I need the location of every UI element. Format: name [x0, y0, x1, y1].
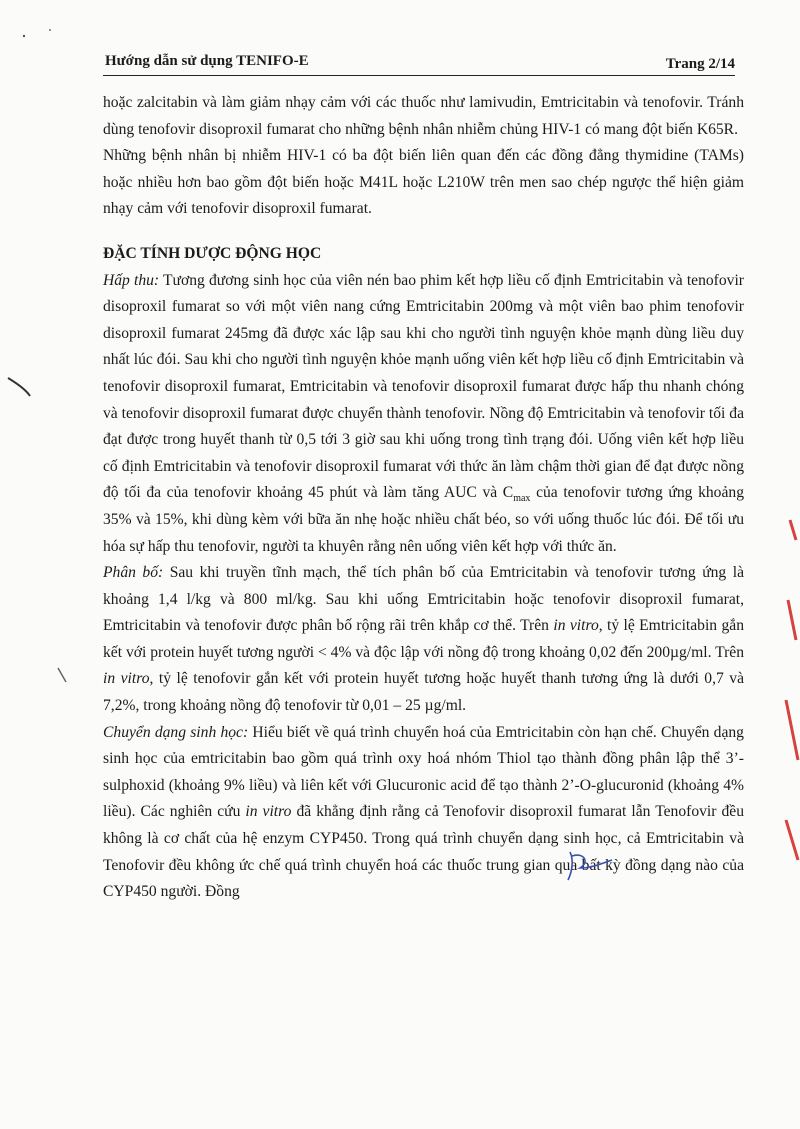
biotransformation-label: Chuyển dạng sinh học:: [103, 723, 249, 741]
margin-red-stamp: [786, 520, 798, 860]
margin-mark-left-2: [58, 668, 66, 682]
absorption-label: Hấp thu:: [103, 271, 160, 289]
header-page-number: Trang 2/14: [665, 56, 735, 72]
scan-dot: [49, 29, 51, 31]
biotransformation-text-b: đã khẳng định rằng cả Tenofovir disoproxil fumarat lẫn Tenofovir đều không là cơ chất của hệ enzym CYP450. Trong quá trình chuyển dạng sinh học, cả Emtricitabin và Tenofovir đều không ức chế quá trình chuyển hoá các thuốc trung gian qua bất kỳ đồng dạng nào của CYP450 người. Đồng: [103, 803, 744, 901]
in-vitro-term: in vitro: [103, 670, 150, 688]
cmax-subscript: max: [513, 493, 531, 505]
scan-dot: [23, 35, 25, 37]
biotransformation-text-a: Hiểu biết về quá trình chuyển hoá của Emtricitabin còn hạn chế. Chuyển dạng sinh học của emtricitabin bao gồm quá trình oxy hoá nhóm Thiol tạo thành đồng phân lập thể 3’-sulphoxid (khoảng 9% liều) và liên kết với Glucuronic acid để tạo thành 2’-O-glucuronid (khoảng 4% liều). Các nghiên cứu: [103, 723, 744, 821]
section-heading: ĐẶC TÍNH DƯỢC ĐỘNG HỌC: [103, 244, 322, 262]
header-title: Hướng dẫn sử dụng TENIFO-E: [105, 53, 309, 69]
handwritten-initial: [568, 852, 612, 880]
in-vitro-term: in vitro: [553, 617, 599, 635]
paragraph-resistance: hoặc zalcitabin và làm giảm nhạy cảm với các thuốc như lamivudin, Emtricitabin và tenofovir. Tránh dùng tenofovir disoproxil fumarat cho những bệnh nhân nhiễm chủng HIV-1 có mang đột biến K65R.: [103, 94, 744, 138]
paragraph-tams: Những bệnh nhân bị nhiễm HIV-1 có ba đột biến liên quan đến các đồng đẳng thymidine (TAMs) hoặc nhiều hơn bao gồm đột biến hoặc M41L hoặc L210W trên men sao chép ngược thể hiện giảm nhạy cảm với tenofovir disoproxil fumarat.: [103, 147, 744, 218]
distribution-text-a: Sau khi truyền tĩnh mạch, thể tích phân bố của Emtricitabin và tenofovir tương ứng là khoảng 1,4 l/kg và 800 ml/kg. Sau khi uống Emtricitabin hoặc tenofovir disoproxil fumarat, Emtricitabin và tenofovir được phân bố rộng rãi trên khắp cơ thể. Trên: [103, 564, 744, 635]
margin-mark-left: [8, 378, 30, 396]
in-vitro-term: in vitro: [245, 803, 292, 821]
absorption-text-b: của tenofovir tương ứng khoảng 35% và 15%, khi dùng kèm với bữa ăn nhẹ hoặc nhiều chất béo, so với uống thuốc lúc đói. Để tối ưu hóa sự hấp thu tenofovir, người ta khuyên rằng nên uống viên kết hợp với thức ăn.: [103, 484, 744, 555]
distribution-text-c: , tỷ lệ tenofovir gắn kết với protein huyết tương hoặc huyết thanh tương ứng là dưới 0,7 và 7,2%, trong khoảng nồng độ tenofovir từ 0,01 – 25 µg/ml.: [103, 670, 744, 715]
distribution-label: Phân bố:: [103, 564, 164, 582]
distribution-text-b: , tỷ lệ Emtricitabin gắn kết với protein huyết tương người < 4% và độc lập với nồng độ trong khoảng 0,02 đến 200µg/ml. Trên: [103, 617, 744, 661]
absorption-text-a: Tương đương sinh học của viên nén bao phim kết hợp liều cố định Emtricitabin và tenofovir disoproxil fumarat so với một viên nang cứng Emtricitabin 200mg và một viên bao phim tenofovir disoproxil fumarat 245mg đã được xác lập sau khi cho người tình nguyện khỏe mạnh dùng liều duy nhất lúc đói. Sau khi cho người tình nguyện khỏe mạnh uống viên kết hợp liều cố định Emtricitabin và tenofovir disoproxil fumarat, Emtricitabin và tenofovir disoproxil fumarat được hấp thu nhanh chóng và tenofovir disoproxil fumarat được chuyển thành tenofovir. Nồng độ Emtricitabin và tenofovir tối đa đạt được trong huyết thanh từ 0,5 tới 3 giờ sau khi uống trong tình trạng đói. Uống viên kết hợp liều cố định Emtricitabin và tenofovir disoproxil fumarat với thức ăn làm chậm thời gian để đạt được nồng độ tối đa của tenofovir khoảng 45 phút và làm tăng AUC và C: [103, 271, 744, 502]
